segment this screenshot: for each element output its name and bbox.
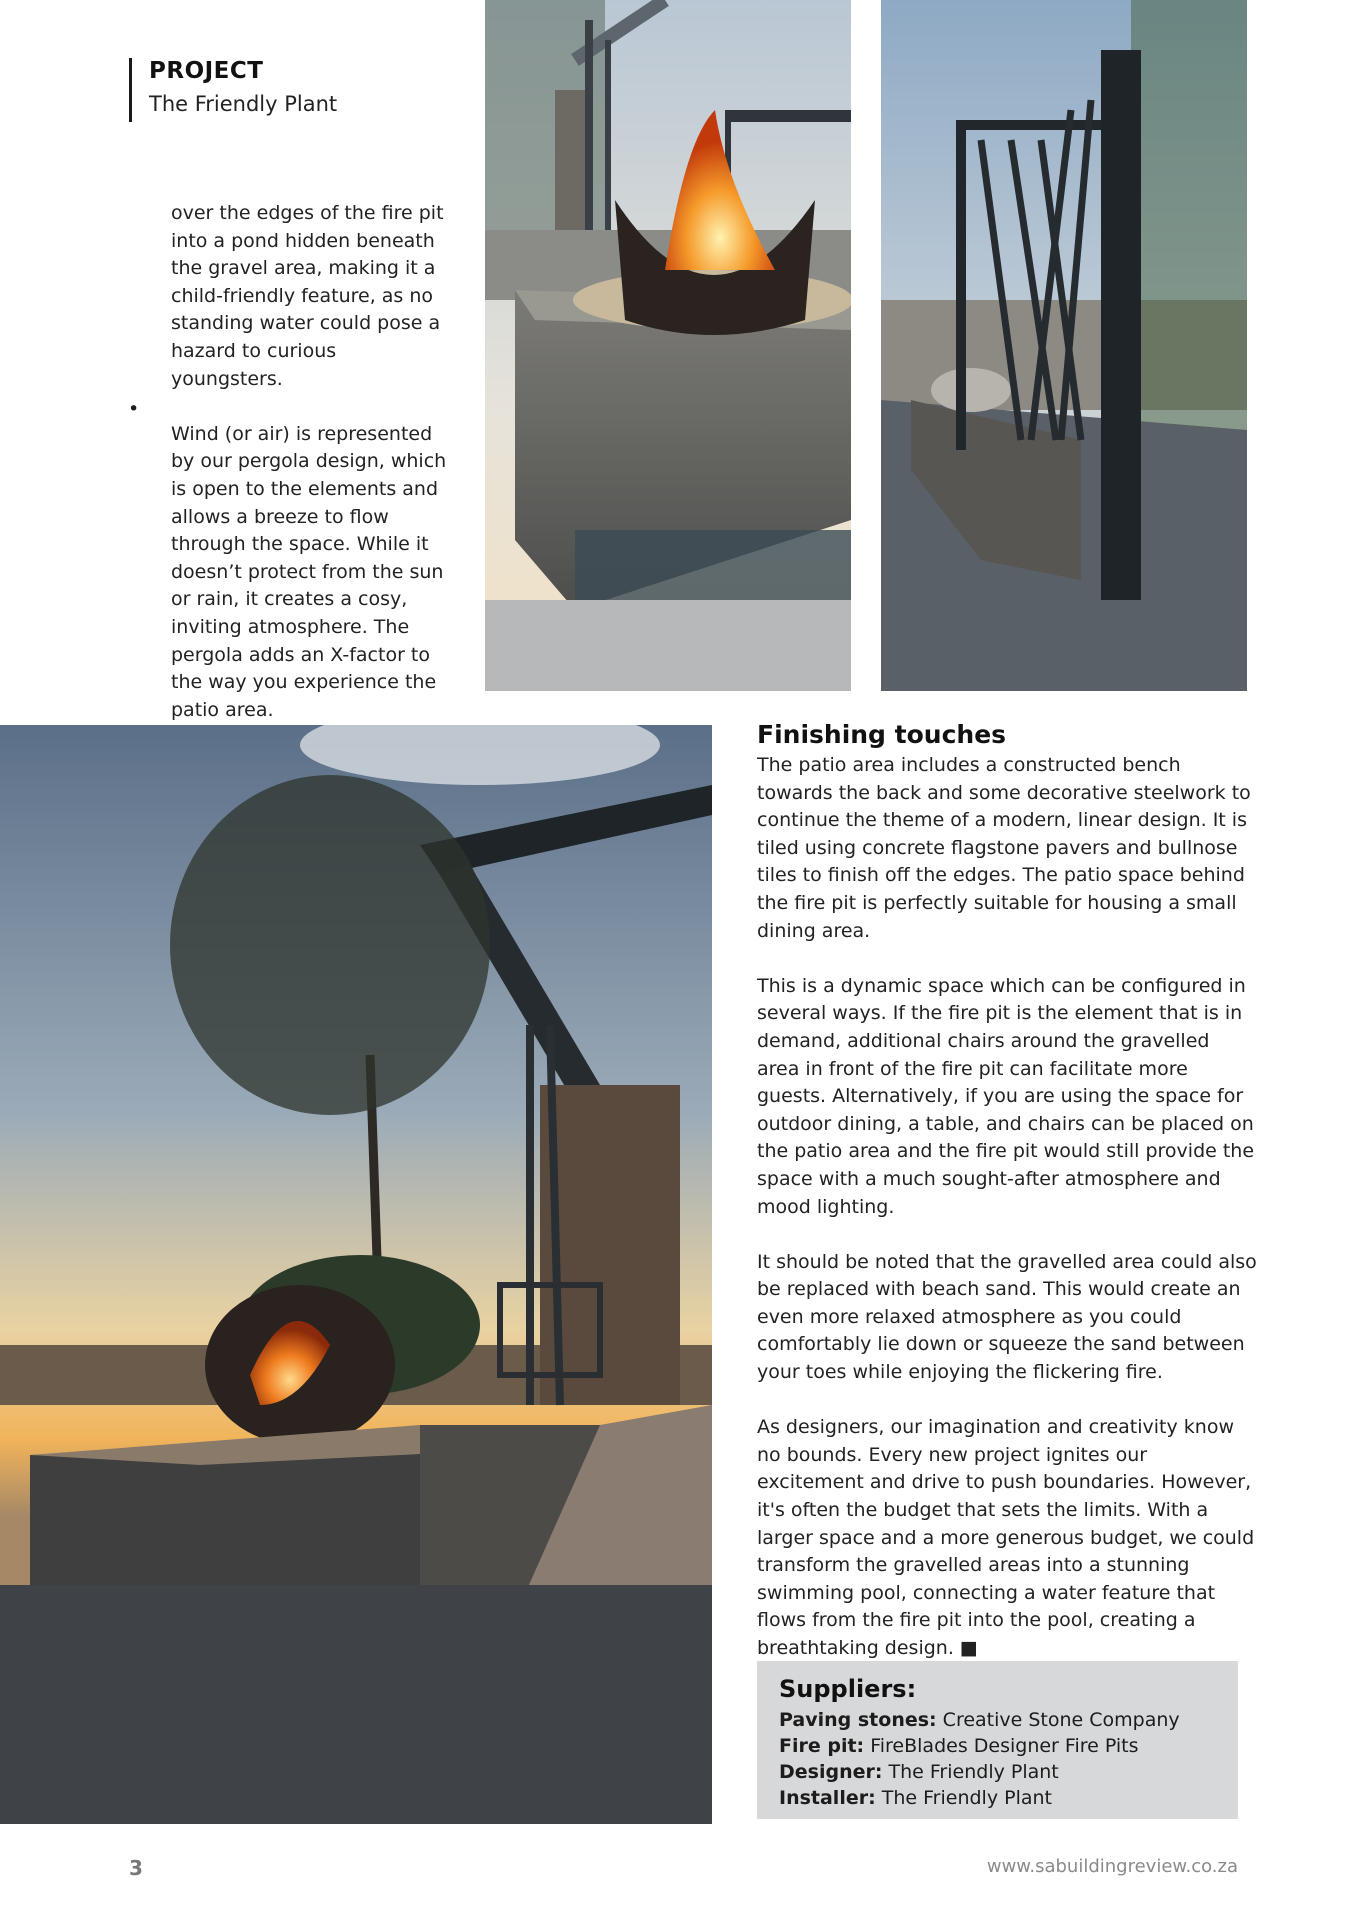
paragraph: It should be noted that the gravelled area could also be replaced with beach sand. This would create an even more relaxed atmosphere as you could comfortably lie down or squeeze the sand between your toes while enjoying the flickering fire. <box>757 1250 1257 1384</box>
bullet-marker: • <box>128 398 140 420</box>
supplier-row <box>779 1787 1052 1809</box>
suppliers-title: Suppliers: <box>779 1675 917 1703</box>
left-column-text <box>171 200 453 752</box>
pergola-bench-photo <box>881 0 1247 691</box>
supplier-value: FireBlades Designer Fire Pits <box>864 1735 1139 1757</box>
supplier-value: Creative Stone Company <box>936 1709 1180 1731</box>
website-url[interactable]: www.sabuildingreview.co.za <box>986 1856 1238 1877</box>
section-heading: Finishing touches <box>757 720 1007 749</box>
supplier-label: Paving stones: <box>779 1709 937 1731</box>
suppliers-box <box>757 1661 1238 1819</box>
fire-pit-water-feature-photo <box>485 0 851 691</box>
supplier-label: Fire pit: <box>779 1735 865 1757</box>
section-kicker: PROJECT <box>149 58 264 84</box>
supplier-row <box>779 1761 1059 1783</box>
paragraph: This is a dynamic space which can be configured in several ways. If the fire pit is the element that is in demand, additional chairs around the gravelled area in front of the fire pit can facilitate more guests. Alternatively, if you are using the space for outdoor dining, a table, and chairs can be placed on the patio area and the fire pit would still provide the space with a much sought-after atmosphere and mood lighting. <box>757 974 1255 1218</box>
supplier-label: Designer: <box>779 1761 883 1783</box>
supplier-value: The Friendly Plant <box>875 1787 1052 1809</box>
supplier-row <box>779 1709 1180 1731</box>
page-number: 3 <box>129 1856 143 1880</box>
supplier-value: The Friendly Plant <box>882 1761 1059 1783</box>
fire-pit-sunset-pergola-photo <box>0 725 712 1824</box>
header-rule <box>129 58 132 122</box>
bullet-paragraph: Wind (or air) is represented by our pergola design, which is open to the elements and allows a breeze to flow through the space. While it doesn’t protect from the sun or rain, it creates a cosy, inviting atmosphere. The pergola adds an X-factor to the way you experience the patio area. <box>171 422 447 721</box>
paragraph: The patio area includes a constructed bench towards the back and some decorative steelwork to continue the theme of a modern, linear design. It is tiled using concrete flagstone pavers and bullnose tiles to finish off the edges. The patio space behind the fire pit is perfectly suitable for housing a small dining area. <box>757 754 1251 942</box>
right-column-text <box>757 752 1257 1690</box>
project-name: The Friendly Plant <box>149 92 338 116</box>
paragraph: over the edges of the fire pit into a pond hidden beneath the gravel area, making it a child-friendly feature, as no standing water could pose a hazard to curious youngsters. <box>171 202 444 390</box>
supplier-label: Installer: <box>779 1787 876 1809</box>
paragraph: As designers, our imagination and creativity know no bounds. Every new project ignites our excitement and drive to push boundaries. However, it's often the budget that sets the limits. With a larger space and a more generous budget, we could transform the gravelled areas into a stunning swimming pool, connecting a water feature that flows from the fire pit into the pool, creating a breathtaking design. ■ <box>757 1416 1255 1659</box>
supplier-row <box>779 1735 1139 1757</box>
